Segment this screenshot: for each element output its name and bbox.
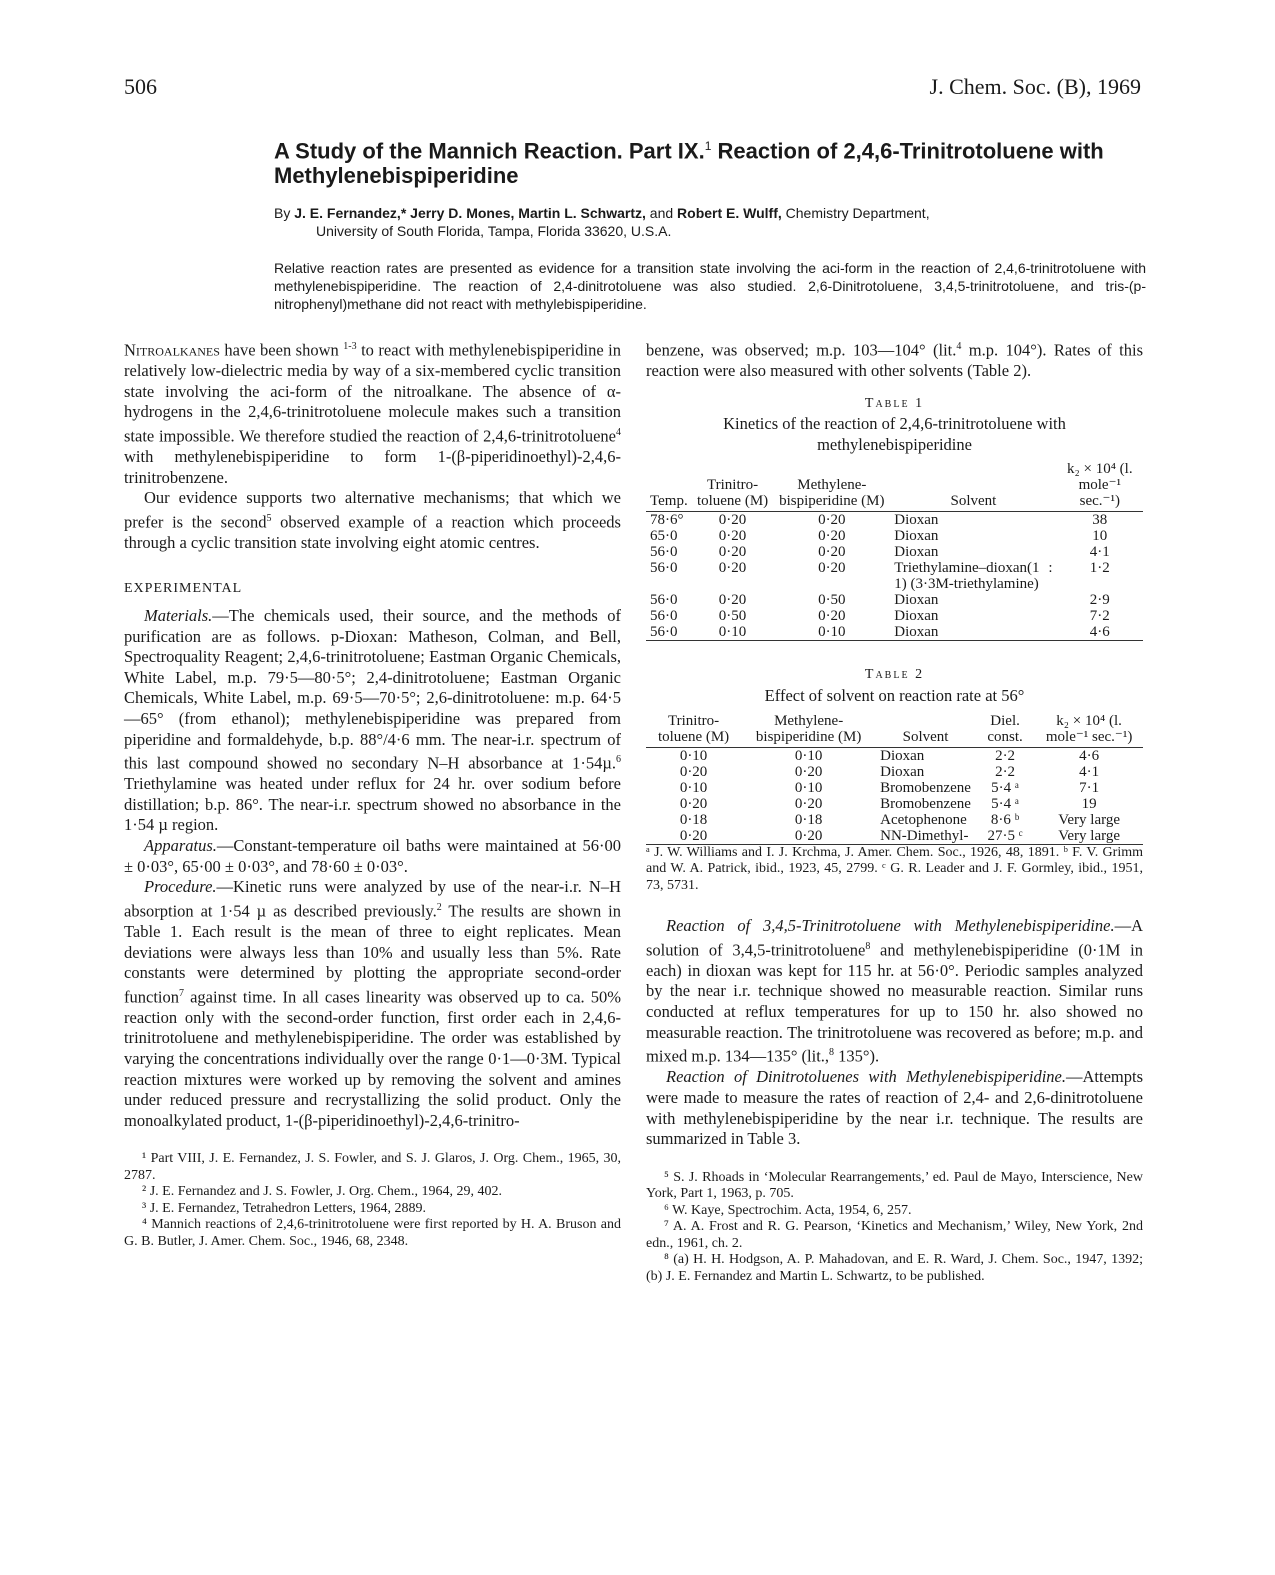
- table-row: [646, 624, 1143, 641]
- ref-8b: 8: [829, 1047, 835, 1059]
- table-row: [646, 796, 1143, 812]
- table-cell: Dioxan: [894, 624, 939, 641]
- table2-header-cell: Solvent: [902, 728, 949, 745]
- table-cell: 2·9: [1089, 592, 1110, 609]
- table1-header-cell: k₂ × 10⁴ (l. mole⁻¹ sec.⁻¹): [1067, 461, 1133, 510]
- section-heading-experimental: EXPERIMENTAL: [124, 581, 243, 597]
- table1-header-cell: Temp.: [650, 493, 688, 510]
- table-cell: 65·0: [650, 528, 678, 545]
- paper-title: [274, 134, 1146, 188]
- table-cell: Dioxan: [894, 512, 939, 529]
- footnote-3: ³ J. E. Fernandez, Tetrahedron Letters, 1964, 2889.: [142, 1200, 427, 1216]
- table2-header-cell: Diel. const.: [987, 712, 1023, 745]
- footnote-2: ² J. E. Fernandez and J. S. Fowler, J. Org. Chem., 1964, 29, 402.: [142, 1184, 502, 1200]
- table-cell: 56·0: [650, 624, 678, 641]
- table-cell: 4·1: [1089, 544, 1110, 561]
- table-cell: 0·50: [718, 608, 747, 625]
- table-cell: 0·20: [794, 795, 823, 812]
- intro-text-1: have been shown: [219, 340, 344, 360]
- footnote-4: ⁴ Mannich reactions of 2,4,6-trinitrotoluene were first reported by H. A. Bruson and G. B. Butler, J. Amer. Chem. Soc., 1946, 68, 2348.: [124, 1217, 621, 1249]
- table2-header-cell: k₂ × 10⁴ (l. mole⁻¹ sec.⁻¹): [1045, 712, 1133, 745]
- procedure-text-2: The results are shown in Table 1. Each result is the mean of three to eight replicates. Mean deviations were always less than 10% and usually less than 5%. Rate constants were determined by plotting the appropriate second-order function: [124, 901, 622, 1007]
- table-cell: 78·6°: [650, 512, 684, 529]
- table-cell: Dioxan: [894, 528, 939, 545]
- table-cell: 0·20: [818, 608, 846, 625]
- footnote-8: ⁸ (a) H. H. Hodgson, A. P. Mahadovan, and E. R. Ward, J. Chem. Soc., 1947, 1392; (b) J. E. Fernandez and Martin L. Schwartz, to be published.: [646, 1252, 1143, 1284]
- table-row: [646, 828, 1143, 845]
- table-cell: 0·10: [679, 779, 708, 796]
- table-cell: Dioxan: [880, 763, 925, 780]
- table-cell: 5·4 ᵃ: [991, 779, 1019, 796]
- intro-text-3: with methylenebispiperidine to form 1-(β-piperidinoethyl)-2,4,6-trinitrobenzene.: [124, 446, 621, 487]
- table-cell: Triethylamine–dioxan(1 : 1) (3·3M-triethylamine): [894, 560, 1053, 593]
- ref-8: 8: [865, 940, 871, 952]
- table-cell: 0·18: [794, 811, 823, 828]
- table-cell: 0·18: [679, 811, 708, 828]
- intro-smallcaps: Nitroalkanes: [124, 340, 220, 360]
- table-cell: Dioxan: [894, 544, 939, 561]
- footnotes-left: [124, 1151, 621, 1250]
- table1-header-cell: Trinitro-toluene (M): [696, 477, 769, 510]
- cont-text-2: m.p. 104°). Rates of this reaction were also measured with other solvents (Table 2).: [646, 340, 1144, 381]
- page-number: 506: [124, 74, 157, 99]
- materials-heading: Materials.: [144, 606, 213, 626]
- evidence-text-2: observed example of a reaction which proceeds through a cyclic transition state involving eight atomic centres.: [124, 512, 621, 552]
- r345-text-3: 135°).: [834, 1046, 880, 1066]
- left-column: [124, 337, 621, 1250]
- table2-header-cell: Methylene-bispiperidine (M): [755, 712, 862, 745]
- table2-label: Table 2: [864, 667, 925, 683]
- title-ref: 1: [704, 139, 712, 153]
- table1-label: Table 1: [864, 395, 925, 411]
- table-row: [646, 764, 1143, 780]
- table-cell: 0·20: [718, 560, 747, 577]
- table1: [646, 461, 1143, 641]
- dnt-text: —Attempts were made to measure the rates of reaction of 2,4- and 2,6-dinitrotoluene with methylenebispiperidine by the near i.r. technique. The results are summarized in Table 3.: [646, 1067, 1143, 1149]
- table-cell: Acetophenone: [880, 811, 967, 828]
- table-cell: 0·50: [818, 592, 846, 609]
- table2-footnote: ᵃ J. W. Williams and I. J. Krchma, J. Amer. Chem. Soc., 1926, 48, 1891. ᵇ F. V. Grimm and W. A. Patrick, ibid., 1923, 45, 2799. ᶜ G. R. Leader and J. F. Gormley, ibid., 1951, 73, 5731.: [646, 844, 1143, 893]
- footnotes-right: [646, 1170, 1143, 1286]
- footnote-5: ⁵ S. J. Rhoads in ‘Molecular Rearrangements,’ ed. Paul de Mayo, Interscience, New York, Part 1, 1963, p. 705.: [646, 1169, 1143, 1202]
- title-part2: Reaction of 2,4,6-Trinitrotoluene with Methylenebispiperidine: [274, 138, 1104, 189]
- ref-4b: 4: [956, 341, 962, 352]
- table-row: [646, 812, 1143, 828]
- dnt-paragraph: [646, 1067, 1143, 1149]
- table-cell: Dioxan: [894, 608, 939, 625]
- table1-header-cell: Solvent: [950, 493, 997, 510]
- continuation-paragraph: [646, 337, 1143, 382]
- footnote-1: ¹ Part VIII, J. E. Fernandez, J. S. Fowler, and S. J. Glaros, J. Org. Chem., 1965, 30, 2787.: [124, 1151, 621, 1183]
- table-cell: 0·20: [679, 763, 708, 780]
- table-cell: Very large: [1058, 827, 1120, 844]
- table-row: [646, 780, 1143, 796]
- table-cell: 0·10: [794, 747, 823, 764]
- intro-paragraph: [124, 337, 621, 488]
- materials-text-2: Triethylamine was heated under reflux for 24 hr. over sodium before distillation; b.p. 86°. The near-i.r. spectrum showed no absorbance in the 1·54 µ region.: [124, 774, 621, 835]
- table-cell: 0·20: [794, 827, 823, 844]
- table-cell: 10: [1092, 528, 1108, 545]
- by-label: By: [274, 205, 295, 221]
- table-row: [646, 608, 1143, 624]
- footnote-6: ⁶ W. Kaye, Spectrochim. Acta, 1954, 6, 257.: [664, 1202, 912, 1218]
- dnt-heading: Reaction of Dinitrotoluenes with Methylenebispiperidine.: [666, 1067, 1066, 1087]
- table-row: [646, 560, 1143, 592]
- table-cell: 38: [1092, 512, 1108, 529]
- right-column: [646, 337, 1143, 1285]
- affiliation: University of South Florida, Tampa, Florida 33620, U.S.A.: [316, 223, 672, 239]
- apparatus-heading: Apparatus.: [144, 836, 217, 856]
- table-row: [646, 512, 1143, 529]
- table-cell: 56·0: [650, 608, 678, 625]
- table-cell: 0·20: [679, 827, 708, 844]
- table-cell: 0·20: [818, 544, 846, 561]
- table-cell: 8·6 ᵇ: [990, 811, 1020, 828]
- procedure-paragraph: [124, 877, 621, 1131]
- table-cell: 5·4 ᵃ: [991, 795, 1019, 812]
- and-label: and: [645, 205, 678, 221]
- table-cell: NN-Dimethyl-: [880, 827, 969, 844]
- evidence-paragraph: [124, 488, 621, 553]
- table-cell: Bromobenzene: [880, 779, 971, 796]
- table1-caption: [646, 394, 1143, 456]
- materials-paragraph: [124, 606, 621, 836]
- table-row: [646, 544, 1143, 560]
- table-cell: 7·1: [1079, 779, 1100, 796]
- table-cell: 56·0: [650, 544, 678, 561]
- table-cell: 7·2: [1089, 608, 1110, 625]
- table-cell: Dioxan: [880, 747, 925, 764]
- table2-caption: [646, 665, 1143, 706]
- procedure-text-3: against time. In all cases linearity was observed up to ca. 50% reaction only with the second-order function, first order each in 2,4,6-trinitrotoluene and methylenebispiperidine. The order was established by varying the concentrations individually over the range 0·1—0·3M. Typical reaction mixtures were worked up by removing the solvent and amines under reduced pressure and recrystallizing the solid product. Only the monoalkylated product, 1-(β-piperidinoethyl)-2,4,6-trinitro-: [124, 987, 621, 1130]
- table-cell: 0·20: [718, 544, 747, 561]
- table-cell: Dioxan: [894, 592, 939, 609]
- apparatus-text: —Constant-temperature oil baths were maintained at 56·00 ± 0·03°, 65·00 ± 0·03°, and 78·60 ± 0·03°.: [124, 836, 621, 876]
- r345-heading: Reaction of 3,4,5-Trinitrotoluene with Methylenebispiperidine.: [666, 916, 1115, 936]
- table-row: [646, 592, 1143, 608]
- cont-text-1: benzene, was observed; m.p. 103—104° (lit.: [646, 340, 957, 360]
- footnote-7: ⁷ A. A. Frost and R. G. Pearson, ‘Kinetics and Mechanism,’ Wiley, New York, 2nd edn., 1961, ch. 2.: [646, 1219, 1143, 1251]
- procedure-heading: Procedure.: [144, 877, 217, 897]
- table-row: [646, 747, 1143, 764]
- r345-text-1: —A solution of 3,4,5-trinitrotoluene: [646, 916, 1143, 960]
- table2-title: Effect of solvent on reaction rate at 56°: [764, 686, 1025, 706]
- ref-1-3: 1-3: [343, 341, 357, 352]
- r345-paragraph: [646, 916, 1143, 1067]
- table-cell: 1·2: [1089, 560, 1110, 577]
- table1-header-cell: Methylene-bispiperidine (M): [779, 477, 885, 510]
- table-cell: 56·0: [650, 592, 678, 609]
- table-cell: 4·6: [1079, 747, 1100, 764]
- table-cell: 0·10: [794, 779, 823, 796]
- ref-7: 7: [179, 987, 184, 999]
- table1-header-row: [646, 461, 1143, 512]
- table-cell: 0·20: [794, 763, 823, 780]
- department: Chemistry Department,: [781, 205, 930, 221]
- author-block: [274, 204, 1146, 240]
- ref-6: 6: [616, 754, 621, 766]
- table-cell: 0·20: [679, 795, 708, 812]
- ref-5: 5: [266, 512, 272, 524]
- table2-header-cell: Trinitro-toluene (M): [657, 712, 730, 745]
- journal-citation: J. Chem. Soc. (B), 1969: [929, 74, 1141, 99]
- title-part1: A Study of the Mannich Reaction. Part IX.: [274, 138, 705, 164]
- table2-header-row: [646, 713, 1143, 748]
- table-cell: 27·5 ᶜ: [987, 827, 1023, 844]
- table-cell: 56·0: [650, 560, 678, 577]
- author-names: J. E. Fernandez,* Jerry D. Mones, Martin L. Schwartz,: [294, 205, 646, 221]
- materials-text: —The chemicals used, their source, and the methods of purification are as follows. p-Dioxan: Matheson, Colman, and Bell, Spectroquality Reagent; 2,4,6-trinitrotoluene; Eastman Organic Chemicals, White Label, m.p. 79·5—80·5°; 2,4-dinitrotoluene; Eastman Organic Chemicals, White Label, m.p. 69·5—70·5°; 2,6-dinitrotoluene: m.p. 64·5—65° (from ethanol); methylenebispiperidine was prepared from piperidine and formaldehyde, b.p. 88°/4·6 mm. The near-i.r. spectrum of this last compound showed no secondary N–H absorbance at 1·54µ.: [124, 606, 621, 773]
- evidence-text-1: Our evidence supports two alternative mechanisms; that which we prefer is the second: [124, 488, 621, 532]
- intro-text-2: to react with methylenebispiperidine in relatively low-dielectric media by way of a six-membered cyclic transition state involving the aci-form of the nitroalkane. The absence of α-hydrogens in the 2,4,6-trinitrotoluene molecule makes such a transition state impossible. We therefore studied the reaction of 2,4,6-trinitrotoluene: [124, 340, 621, 446]
- apparatus-paragraph: [124, 836, 621, 877]
- procedure-text-1: —Kinetic runs were analyzed by use of the near-i.r. N–H absorption at 1·54 µ as described previously.: [124, 877, 621, 921]
- table-cell: 0·20: [818, 528, 846, 545]
- ref-2: 2: [436, 901, 442, 913]
- r345-text-2: and methylenebispiperidine (0·1M in each) in dioxan was kept for 115 hr. at 56·0°. Periodic samples analyzed by the near i.r. technique showed no measurable reaction. Similar runs conducted at reflux temperatures for up to 150 hr. also showed no measurable reaction. The trinitrotoluene was recovered as before; m.p. and mixed m.p. 134—135° (lit.,: [646, 940, 1143, 1066]
- table-cell: 0·10: [679, 747, 708, 764]
- table-cell: Very large: [1058, 811, 1120, 828]
- table2: [646, 713, 1143, 845]
- table-cell: 19: [1081, 795, 1097, 812]
- table-cell: 0·20: [718, 528, 747, 545]
- abstract: Relative reaction rates are presented as evidence for a transition state involving the aci-form in the reaction of 2,4,6-trinitrotoluene with methylenebispiperidine. The reaction of 2,4-dinitrotoluene was also studied. 2,6-Dinitrotoluene, 3,4,5-trinitrotoluene, and tris-(p-nitrophenyl)methane did not react with methylebispiperidine.: [274, 260, 1146, 312]
- table-cell: 2·2: [995, 747, 1016, 764]
- table-cell: 0·10: [718, 624, 747, 641]
- table1-title: Kinetics of the reaction of 2,4,6-trinitrotoluene with methylenebispiperidine: [723, 414, 1066, 454]
- table-cell: 0·20: [718, 512, 747, 529]
- table-cell: 0·10: [818, 624, 846, 641]
- last-author: Robert E. Wulff,: [677, 205, 782, 221]
- table-cell: 0·20: [818, 560, 846, 577]
- table-cell: 4·6: [1089, 624, 1110, 641]
- table-cell: 0·20: [818, 512, 846, 529]
- table-row: [646, 528, 1143, 544]
- table-cell: Bromobenzene: [880, 795, 971, 812]
- table-cell: 2·2: [995, 763, 1016, 780]
- ref-4: 4: [616, 426, 621, 438]
- table-cell: 4·1: [1079, 763, 1100, 780]
- table-cell: 0·20: [718, 592, 747, 609]
